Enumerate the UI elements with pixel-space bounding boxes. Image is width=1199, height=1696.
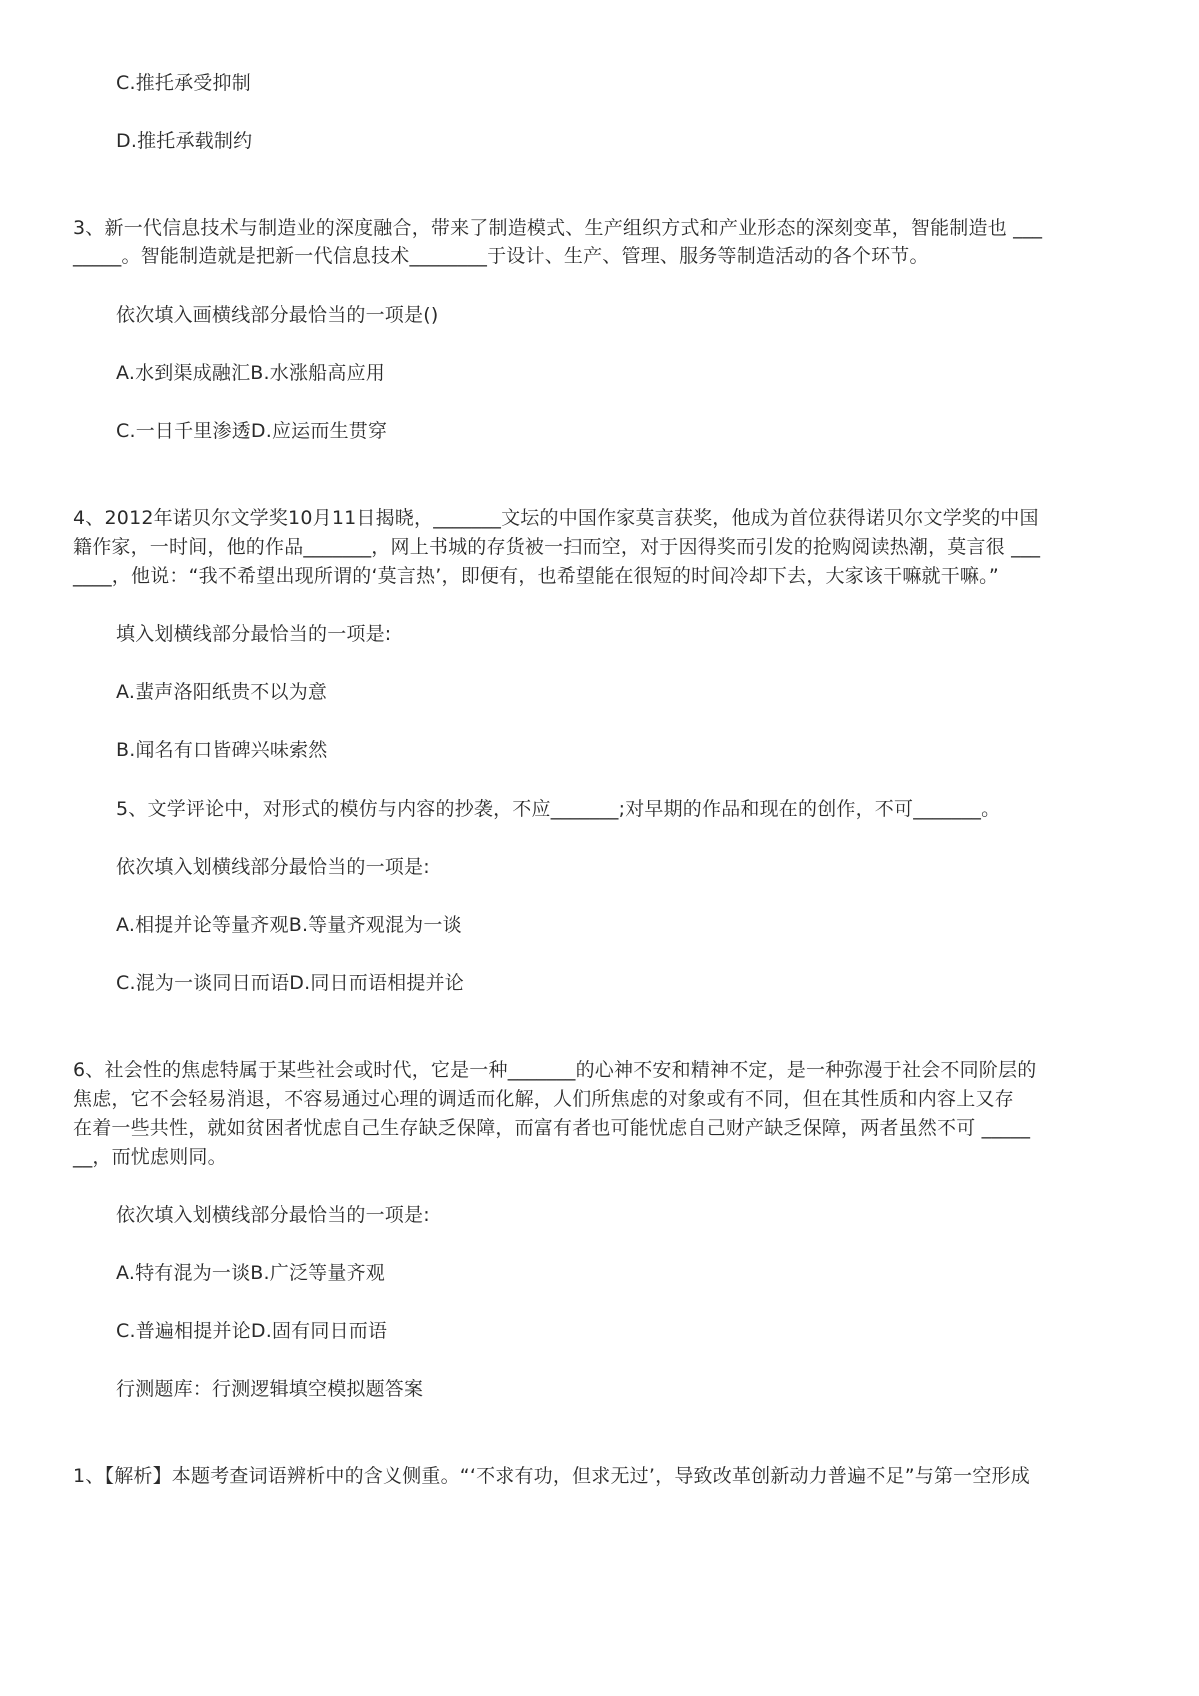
option-d-line: D.推托承载制约 — [116, 130, 253, 152]
question-6-prompt: 依次填入划横线部分最恰当的一项是: — [116, 1204, 430, 1226]
question-6-text: 6、社会性的焦虑特属于某些社会或时代，它是一种_______的心神不安和精神不定，是一种弥漫于社会不同阶层的 — [73, 1059, 1037, 1081]
question-4-text: 4、2012年诺贝尔文学奖10月11日揭晓，_______文坛的中国作家莫言获奖，他成为首位获得诺贝尔文学奖的中国 — [73, 507, 1039, 529]
option-c-line: C.推托承受抑制 — [116, 72, 251, 94]
question-4-text-cont: 籍作家，一时间，他的作品_______，网上书城的存货被一扫而空，对于因得奖而引发的抢购阅读热潮，莫言很 ___ — [73, 536, 1041, 558]
question-5-prompt: 依次填入划横线部分最恰当的一项是: — [116, 856, 430, 878]
answer-1-text: 1、【解析】本题考查词语辨析中的含义侧重。“‘不求有功，但求无过’，导致改革创新动力普遍不足”与第一空形成 — [73, 1465, 1030, 1487]
question-6-text-cont: 焦虑，它不会轻易消退，不容易通过心理的调适而化解，人们所焦虑的对象或有不同，但在其性质和内容上又存 — [73, 1088, 1014, 1110]
question-4-option-a: A.蜚声洛阳纸贵不以为意 — [116, 681, 328, 703]
question-3-text: 3、新一代信息技术与制造业的深度融合，带来了制造模式、生产组织方式和产业形态的深刻变革，智能制造也 ___ — [73, 217, 1043, 239]
question-6-options-ab: A.特有混为一谈B.广泛等量齐观 — [116, 1262, 385, 1284]
question-4-option-b: B.闻名有口皆碑兴味索然 — [116, 739, 328, 761]
answers-section-heading: 行测题库：行测逻辑填空模拟题答案 — [116, 1378, 424, 1400]
question-4-text-cont2: ____，他说：“我不希望出现所谓的‘莫言热’，即便有，也希望能在很短的时间冷却下去，大家该干嘛就干嘛。” — [73, 565, 999, 587]
question-4-prompt: 填入划横线部分最恰当的一项是: — [116, 623, 392, 645]
question-6-text-cont2: 在着一些共性，就如贫困者忧虑自己生存缺乏保障，而富有者也可能忧虑自己财产缺乏保障，两者虽然不可 _____ — [73, 1117, 1031, 1139]
question-6-options-cd: C.普遍相提并论D.固有同日而语 — [116, 1320, 388, 1342]
question-5-options-cd: C.混为一谈同日而语D.同日而语相提并论 — [116, 972, 464, 994]
question-5-text: 5、文学评论中，对形式的模仿与内容的抄袭，不应_______;对早期的作品和现在的创作，不可_______。 — [116, 798, 1001, 820]
question-5-options-ab: A.相提并论等量齐观B.等量齐观混为一谈 — [116, 914, 462, 936]
question-3-options-cd: C.一日千里渗透D.应运而生贯穿 — [116, 420, 388, 442]
question-3-prompt: 依次填入画横线部分最恰当的一项是() — [116, 304, 439, 326]
question-3-options-ab: A.水到渠成融汇B.水涨船高应用 — [116, 362, 385, 384]
question-3-text-cont: _____。智能制造就是把新一代信息技术________于设计、生产、管理、服务等制造活动的各个环节。 — [73, 245, 929, 267]
question-6-text-cont3: __，而忧虑则同。 — [73, 1146, 227, 1168]
